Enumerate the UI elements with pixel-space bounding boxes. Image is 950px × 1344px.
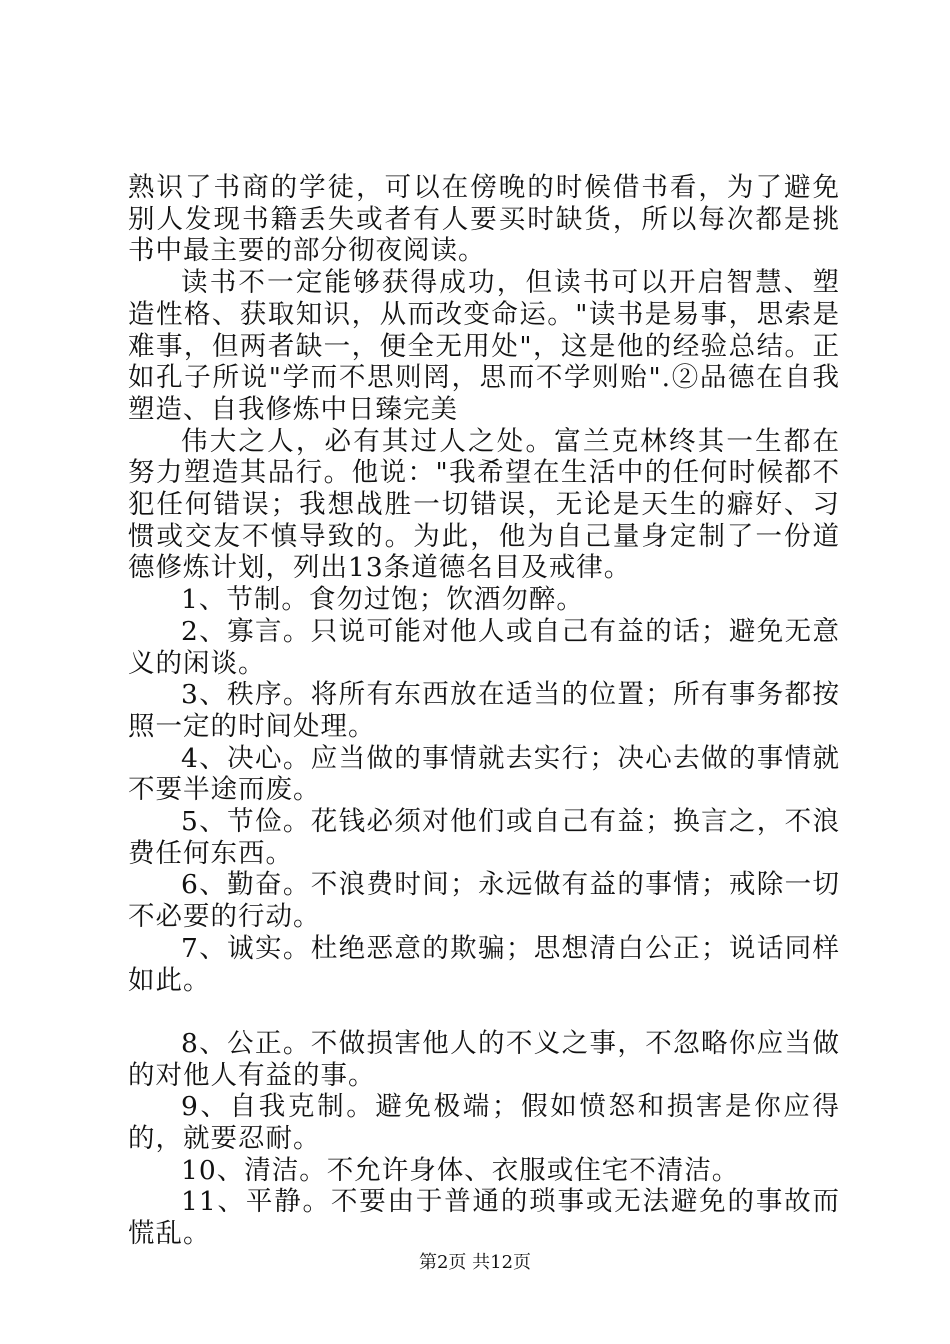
list-item: 3、秩序。将所有东西放在适当的位置；所有事务都按照一定的时间处理。 (128, 679, 840, 742)
list-item: 6、勤奋。不浪费时间；永远做有益的事情；戒除一切不必要的行动。 (128, 869, 840, 933)
list-item: 9、自我克制。避免极端；假如愤怒和损害是你应得的，就要忍耐。 (128, 1091, 840, 1155)
paragraph: 熟识了书商的学徒，可以在傍晚的时候借书看，为了避免别人发现书籍丢失或者有人要买时缺货，所以每次都是挑书中最主要的部分彻夜阅读。 (128, 172, 840, 267)
paragraph: 伟大之人，必有其过人之处。富兰克林终其一生都在努力塑造其品行。他说："我希望在生活中的任何时候都不犯任何错误；我想战胜一切错误，无论是天生的癖好、习惯或交友不慎导致的。为此，他为自己量身定制了一份道德修炼计划，列出13条道德名目及戒律。 (128, 425, 840, 584)
list-item: 5、节俭。花钱必须对他们或自己有益；换言之，不浪费任何东西。 (128, 806, 840, 869)
list-item: 8、公正。不做损害他人的不义之事，不忽略你应当做的对他人有益的事。 (128, 1027, 840, 1091)
list-item: 4、决心。应当做的事情就去实行；决心去做的事情就不要半途而废。 (128, 742, 840, 806)
document-body (128, 172, 840, 1250)
list-item: 1、节制。食勿过饱；饮酒勿醉。 (181, 584, 584, 616)
blank-line (128, 996, 840, 1028)
paragraph: 读书不一定能够获得成功，但读书可以开启智慧、塑造性格、获取知识，从而改变命运。"读书是易事，思索是难事，但两者缺一，便全无用处"，这是他的经验总结。正如孔子所说"学而不思则罔，思而不学则贻".②品德在自我塑造、自我修炼中日臻完美 (128, 267, 840, 425)
list-item: 10、清洁。不允许身体、衣服或住宅不清洁。 (181, 1154, 740, 1186)
page-number: 第2页 共12页 (418, 1252, 532, 1273)
list-item: 11、平静。不要由于普通的琐事或无法避免的事故而慌乱。 (128, 1186, 840, 1250)
list-item: 7、诚实。杜绝恶意的欺骗；思想清白公正；说话同样如此。 (128, 932, 840, 996)
list-item: 2、寡言。只说可能对他人或自己有益的话；避免无意义的闲谈。 (128, 615, 840, 679)
